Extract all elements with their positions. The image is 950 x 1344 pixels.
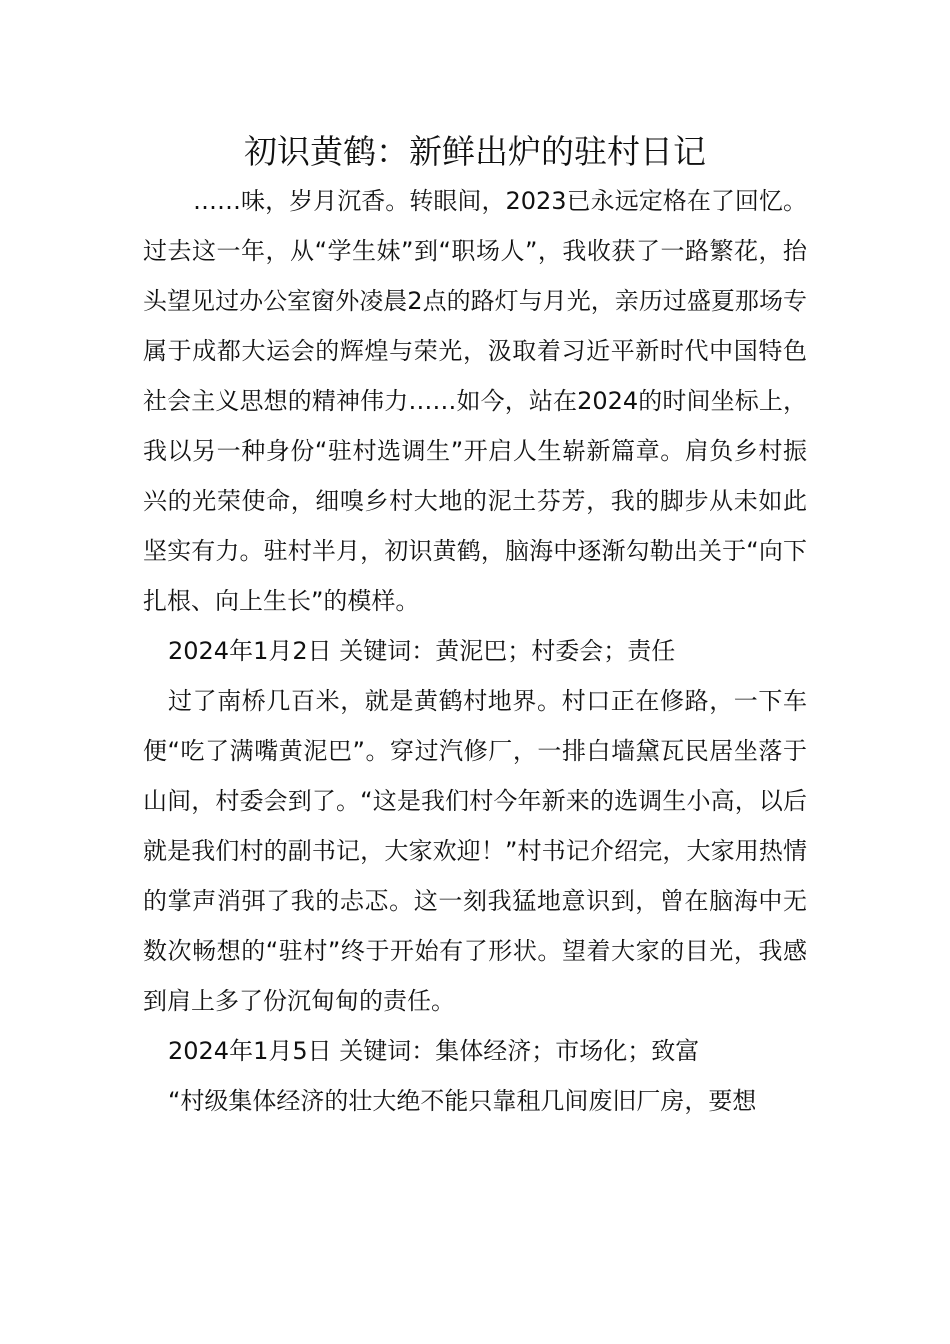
document-title: 初识黄鹤：新鲜出炉的驻村日记 — [244, 132, 706, 171]
diary-entry-body: “村级集体经济的壮大绝不能只靠租几间废旧厂房，要想 — [168, 1087, 757, 1115]
diary-entry-heading: 2024年1月2日 关键词：黄泥巴；村委会；责任 — [168, 637, 676, 665]
diary-entry-body: 过了南桥几百米，就是黄鹤村地界。村口正在修路，一下车便“吃了满嘴黄泥巴”。穿过汽修厂，一排白墙黛瓦民居坐落于山间，村委会到了。“这是我们村今年新来的选调生小高，以后就是我们村的副书记，大家欢迎！”村书记介绍完，大家用热情的掌声消弭了我的忐忑。这一刻我猛地意识到，曾在脑海中无数次畅想的“驻村”终于开始有了形状。望着大家的目光，我感到肩上多了份沉甸甸的责任。 — [143, 687, 807, 1015]
diary-entry-heading: 2024年1月5日 关键词：集体经济；市场化；致富 — [168, 1037, 700, 1065]
intro-paragraph: ……味，岁月沉香。转眼间，2023已永远定格在了回忆。过去这一年，从“学生妹”到“职场人”，我收获了一路繁花，抬头望见过办公室窗外凌晨2点的路灯与月光，亲历过盛夏那场专属于成都大运会的辉煌与荣光，汲取着习近平新时代中国特色社会主义思想的精神伟力……如今，站在2024的时间坐标上，我以另一种身份“驻村选调生”开启人生崭新篇章。肩负乡村振兴的光荣使命，细嗅乡村大地的泥土芬芳，我的脚步从未如此坚实有力。驻村半月，初识黄鹤，脑海中逐渐勾勒出关于“向下扎根、向上生长”的模样。 — [143, 187, 807, 615]
document-body — [143, 128, 807, 1126]
